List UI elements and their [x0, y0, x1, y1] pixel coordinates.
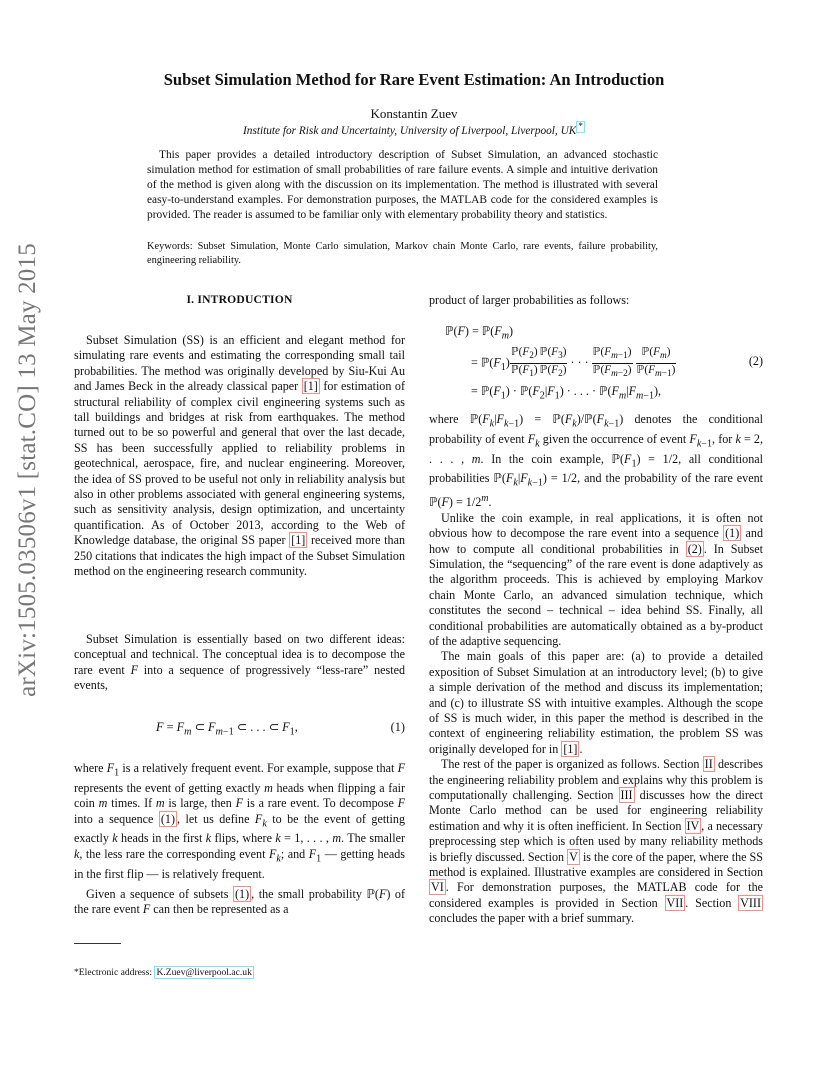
equation-2-line-2: = $ℙ(F_1)$ $\frac{ℙ(F_2)}{ℙ(F_1)}$ $\frac{ℙ(F_3)}{ℙ(F_2)}$ · · · $\frac{ℙ(F_{m-1})}{ℙ(F_{m-2})}$ $\frac{ℙ(F_m)}{ℙ(F_{m-1})}$: [471, 346, 676, 380]
citation-link[interactable]: [1]: [303, 379, 318, 394]
arxiv-stamp: [8, 243, 48, 697]
affiliation-text: Institute for Risk and Uncertainty, University of Liverpool, Liverpool, UK: [243, 124, 577, 137]
equation-number: (1): [390, 720, 405, 734]
citation-link[interactable]: [1]: [291, 533, 306, 548]
email-link[interactable]: K.Zuev@liverpool.ac.uk: [156, 967, 252, 978]
section-link[interactable]: IV: [686, 818, 700, 833]
section-link[interactable]: III: [620, 788, 633, 802]
footnote-marker-link[interactable]: *: [578, 122, 583, 132]
equation-2-line-3: = $ℙ(F_1)$ · $ℙ(F_2|F_1)$ · . . . · $ℙ(F_m|F_{m-1})$,: [471, 384, 662, 402]
right-column-body: [429, 412, 763, 927]
citation-link[interactable]: [1]: [563, 741, 578, 756]
paragraph: where $F_1$ is a relatively frequent event. For example, suppose that F represents the event of getting exactly m heads when flipping a fair coin m times. If m is large, then F is a rare event. To decompose F into a sequence (1) , let us define $F_k$ to be the event of getting exactly k heads in the first k flips, where k = 1, . . . , m. The smaller k, the less rare the corresponding event $F_k$; and $F_1$ — getting heads in the first flip — is relatively frequent.: [74, 761, 405, 881]
section-link[interactable]: VII: [666, 895, 684, 910]
section-heading: I. INTRODUCTION: [186, 293, 293, 306]
equation-2-line-1: ℙ(F) = $ℙ(F_m)$: [445, 324, 514, 342]
section-link[interactable]: II: [704, 757, 713, 772]
affiliation: [60, 122, 768, 137]
equation-number: (2): [748, 354, 763, 368]
left-column-p2: [74, 632, 405, 694]
section-link[interactable]: VIII: [740, 895, 761, 910]
equation-link[interactable]: (1): [160, 811, 175, 826]
left-column-p3: [74, 761, 405, 918]
paragraph: Subset Simulation is essentially based on two different ideas: conceptual and technical. The conceptual idea is to decompose the rare event F into a sequence of progressively “less-rare” nested events,: [74, 632, 405, 693]
author-name: Konstantin Zuev: [370, 106, 458, 121]
section-link[interactable]: V: [569, 849, 578, 864]
paragraph: The rest of the paper is organized as follows. Section II describes the engineering reliability problem and explains why this problem is computationally challenging. Section III discusses how the direct Monte Carlo method can be used for engineering reliability estimation and why it is often inefficient. In Section IV , a necessary preprocessing step which is often used by many reliability methods is briefly discussed. Section V is the core of the paper, where the SS method is explained. Illustrative examples are considered in Section VI . For demonstration purposes, the MATLAB code for the considered examples is provided in Section VII . Section VIII concludes the paper with a brief summary.: [429, 757, 763, 926]
paragraph: where $ℙ(F_k|F_{k-1})$ = $ℙ(F_k)/ℙ(F_{k-1})$ denotes the conditional probability of event $F_k$ given the occurrence of event $F_{k-1}$, for k = 2, . . . , m. In the coin example, $ℙ(F_1) = 1/2$, all conditional probabilities $ℙ(F_k|F_{k-1}) = 1/2$, and the probability of the rare event ℙ(F) = $1/2^m$.: [429, 412, 763, 510]
footnote-rule: [74, 943, 121, 944]
footnote: *Electronic address: K.Zuev@liverpool.ac.uk: [74, 967, 252, 978]
equation-link[interactable]: (1): [235, 887, 250, 902]
paragraph: The main goals of this paper are: (a) to provide a detailed exposition of Subset Simulation at an introductory level; (b) to give a simple derivation of the method and discuss its implementation; and (c) to illustrate SS with intuitive examples. Although the scope of SS is much wider, in this paper the method is described in the context of engineering reliability estimation, the problem SS was originally developed for in [1] .: [429, 649, 763, 756]
paragraph: Given a sequence of subsets (1) , the small probability ℙ(F) of the rare event F can then be represented as a: [74, 887, 406, 917]
keywords: Keywords: Subset Simulation, Monte Carlo simulation, Markov chain Monte Carlo, rare events, failure probability, engineering reliability.: [147, 241, 658, 266]
equation-link[interactable]: (1): [725, 526, 740, 541]
right-column-lead: product of larger probabilities as follows:: [429, 293, 630, 307]
arxiv-stamp-text: arXiv:1505.03506v1 [stat.CO] 13 May 2015: [14, 243, 41, 697]
equation-link[interactable]: (2): [687, 541, 702, 556]
paragraph: Unlike the coin example, in real applications, it is often not obvious how to decompose the rare event into a sequence (1) and how to compute all conditional probabilities in (2) . In Subset Simulation, the “sequencing” of the rare event is done adaptively as the algorithm proceeds. This is achieved by employing Markov chain Monte Carlo, an advanced simulation technique, which constitutes the second – technical – idea behind SS. Finally, all conditional probabilities are automatically obtained as a by-product of the adaptive sequencing.: [429, 510, 763, 648]
section-link[interactable]: VI: [431, 880, 444, 895]
equation-1-math: $F = F_m$ ⊂ $F_{m-1}$ ⊂ . . . ⊂ $F_1$,: [156, 720, 298, 738]
paragraph: Subset Simulation (SS) is an efficient and elegant method for simulating rare events and estimating the corresponding small tail probabilities. The method was originally developed by Siu-Kui Au and James Beck in the already classical paper [1] for estimation of structural reliability of complex civil engineering systems such as tall buildings and bridges at risk from earthquakes. The method turned out to be so powerful and general that over the last decade, SS has been successfully applied to reliability problems in geotechnical, aerospace, fire, and nuclear engineering. Moreover, the idea of SS proved to be useful not only in reliability analysis but also in other problems associated with general engineering systems, such as sensitivity analysis, design optimization, and uncertainty quantification. As of October 2013, according to the Web of Knowledge database, the original SS paper [1] received more than 250 citations that indicates the high impact of the Subset Simulation method on the engineering research community.: [74, 333, 406, 579]
abstract: This paper provides a detailed introductory description of Subset Simulation, an advanced stochastic simulation method for estimation of small probabilities of rare failure events. A simple and intuitive derivation of the method is given along with the discussion on its implementation. The method is illustrated with several easy-to-understand examples. For demonstration purposes, the MATLAB code for the considered examples is provided. The reader is assumed to be familiar only with elementary probability theory and statistics.: [147, 149, 658, 222]
left-column-intro: [74, 333, 405, 580]
paper-title: Subset Simulation Method for Rare Event Estimation: An Introduction: [163, 70, 665, 89]
